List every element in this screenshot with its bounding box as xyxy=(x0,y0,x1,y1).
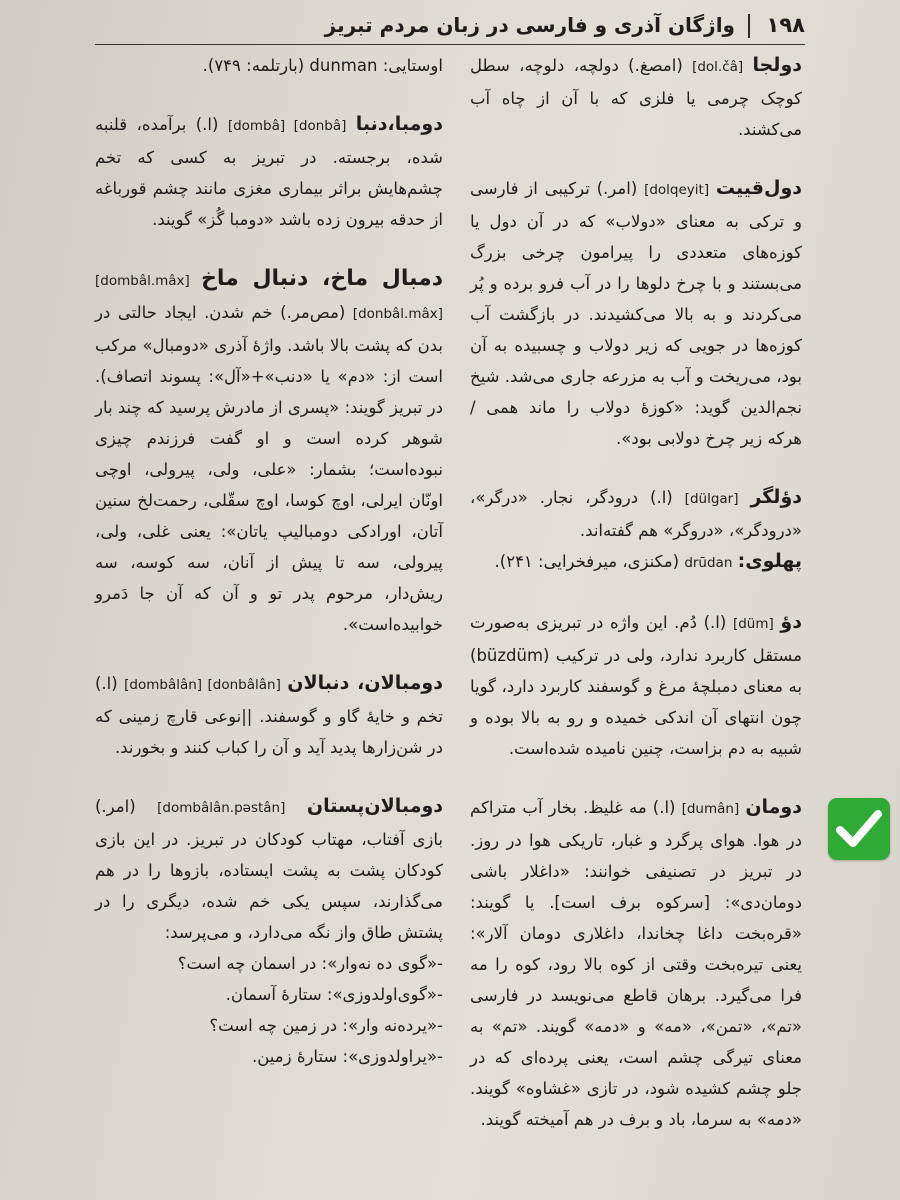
headword: دومبالان، دنبالان xyxy=(287,672,443,694)
checkmark-icon xyxy=(828,798,890,860)
headword: دومان xyxy=(745,796,802,818)
left-column xyxy=(95,50,443,1072)
entry xyxy=(470,607,802,764)
transliteration: [dol.čâ] xyxy=(692,59,744,75)
entry xyxy=(95,109,443,235)
entry xyxy=(470,50,802,145)
dialogue-line: -«گوی ده نه‌وار»: در اسمان چه است؟ xyxy=(177,954,443,973)
page-number: ۱۹۸ xyxy=(766,13,805,37)
entry xyxy=(95,791,443,1072)
headword: دول‌قییت xyxy=(715,177,803,199)
definition: (امصغ.) دولچه، دلوچه، سطل کوچک چرمی یا فلزی که با آن از چاه آب می‌کشند. xyxy=(470,56,802,139)
right-column xyxy=(470,50,802,1135)
etymology-word: drūdan xyxy=(684,555,733,571)
definition: (امر.) ترکیبی از فارسی و ترکی به معنای «دولاب» که در آن دول یا کوزه‌های متعددی را پیرامون چرخی بزرگ می‌بستند و با چرخ دلوها را در آب فرو برده و پُر می‌کردند و به بالا می‌کشیدند. در بازگشت آب کوزه‌ها در جویی که زیر دولاب و چسبیده به آن بود، می‌ریخت و آب به مزرعه جاری می‌شد. شیخ نجم‌الدین گوید: «کوزهٔ دولاب را ماند همی / هرکه زیر چرخ دولابی بود». xyxy=(470,179,802,448)
headword: دومبالان‌پستان xyxy=(306,795,444,817)
dialogue-line: -«گوی‌اولدوزی»: ستارهٔ آسمان. xyxy=(225,985,443,1004)
headword: دمبال ماخ، دنبال ماخ xyxy=(201,266,443,291)
transliteration: [dombâl.mâx] [donbâl.mâx] xyxy=(95,273,444,322)
definition: اوستایی: dunman (بارتلمه: ۷۴۹). xyxy=(202,56,443,75)
entry xyxy=(95,668,443,763)
headword: دؤ xyxy=(780,611,802,633)
definition: (ا.) تخم و خایهٔ گاو و گوسفند. ||نوعی قارچ زمینی که در شن‌زارها پدید آید و آن را کباب کنند و بخورند. xyxy=(95,674,443,757)
transliteration: [dombâ] [donbâ] xyxy=(227,118,347,134)
checkmark-glyph xyxy=(836,808,882,850)
entry-continuation xyxy=(95,50,443,81)
headword: دومبا،دنبا xyxy=(355,113,443,135)
entry xyxy=(95,263,443,640)
transliteration: [dombâlân] [donbâlân] xyxy=(124,677,281,693)
etymology-label: پهلوی: xyxy=(737,550,802,572)
transliteration: [düm] xyxy=(732,616,774,632)
headword: دولجا xyxy=(752,54,803,76)
headword: دؤلگر xyxy=(750,486,803,508)
definition: (ا.) درودگر، نجار. «درگر»، «درودگر»، «دروگر» هم گفته‌اند. xyxy=(470,488,802,540)
dialogue-line: -«یرده‌نه وار»: در زمین چه است؟ xyxy=(209,1016,443,1035)
definition: (ا.) دُم. این واژه در تبریزی به‌صورت مستقل کاربرد ندارد، ولی در ترکیب (büzdüm) به معنای دمبلچهٔ مرغ و گوسفند کاربرد دارد، گویا چون انتهای آن اندکی خمیده و رو به بالا بوده و شبیه به دم بزاست، چنین نامیده شده‌است. xyxy=(470,613,802,758)
entry xyxy=(470,173,802,454)
transliteration: [dülgar] xyxy=(684,491,739,507)
etymology-source: (مکنزی، میرفخرایی: ۲۴۱). xyxy=(494,552,680,571)
definition: (مص‌مر.) خم شدن. ایجاد حالتی در بدن که پشت بالا باشد. واژهٔ آذری «دومبال» مرکب است از: «دم» یا «دنب»+«آل»: پسوند اتصاف). در تبریز گویند: «پسری از مادرش پرسید که چند بار شوهر کرده است و او گفت فرزندم چیزی نبوده‌است؛ بشمار: «علی، ولی، پیرولی، اوچی اونّان ایرلی، اوچ کوسا، اوچ سقّلی، رحمت‌لخ سنین آتان، اورادکی دومبالیپ یاتان»: یعنی غلی، ولی، پیرولی، سه تا پیش از آنان، سه کوسه، سه ریش‌دار، مرحوم پدر تو و آن که آن جا دَمرو خوابیده‌است». xyxy=(95,303,443,634)
definition: (امر.) بازی آفتاب، مهتاب کودکان در تبریز. در این بازی کودکان پشت به پشت ایستاده، بازوها را در هم می‌گذارند، سپس یکی خم شده، دیگری را در پشتش طاق واز نگه می‌دارد، و می‌پرسد: xyxy=(95,797,443,942)
header-rule xyxy=(95,44,805,45)
definition: (ا.) مه غلیظ. بخار آب متراکم در هوا. هوای پرگرد و غبار، تاریکی هوا در روز. در تبریز در تصنیفی خوانند: «داغلار باشی دومان‌دی»: [سرکوه برف است]. یا گویند: «قره‌بخت داغا چخاندا، داغلاری دومان آلار»: یعنی تیره‌بخت وقتی از کوه بالا رود، کوه را مه فرا می‌گیرد. برهان قاطع می‌نویسد در فارسی «تم»، «تمن»، «مه» و «دمه» گویند. «تم» به معنای تیرگی چشم است، یعنی پرده‌ای که در جلو چشم کشیده شود، در تازی «غشاوه» گویند. «دمه» به سرما، باد و برف در هم آمیخته گویند. xyxy=(470,798,802,1129)
transliteration: [dumân] xyxy=(681,801,740,817)
transliteration: [dolqeyit] xyxy=(644,182,710,198)
dialogue-line: -«یراولدوزی»: ستارهٔ زمین. xyxy=(251,1047,443,1066)
definition: (ا.) برآمده، قلنبه شده، برجسته. در تبریز به کسی که تخم چشم‌هایش براثر بیماری مغزی مانند چشم قورباغه از حدقه بیرون زده باشد «دومبا گُز» گویند. xyxy=(95,115,443,229)
running-title: واژگان آذری و فارسی در زبان مردم تبریز xyxy=(324,13,735,37)
entry xyxy=(470,482,802,579)
transliteration: [dombâlân.pəstân] xyxy=(157,800,286,816)
entry xyxy=(470,792,802,1135)
header-separator xyxy=(748,14,750,38)
page-header xyxy=(95,8,805,42)
